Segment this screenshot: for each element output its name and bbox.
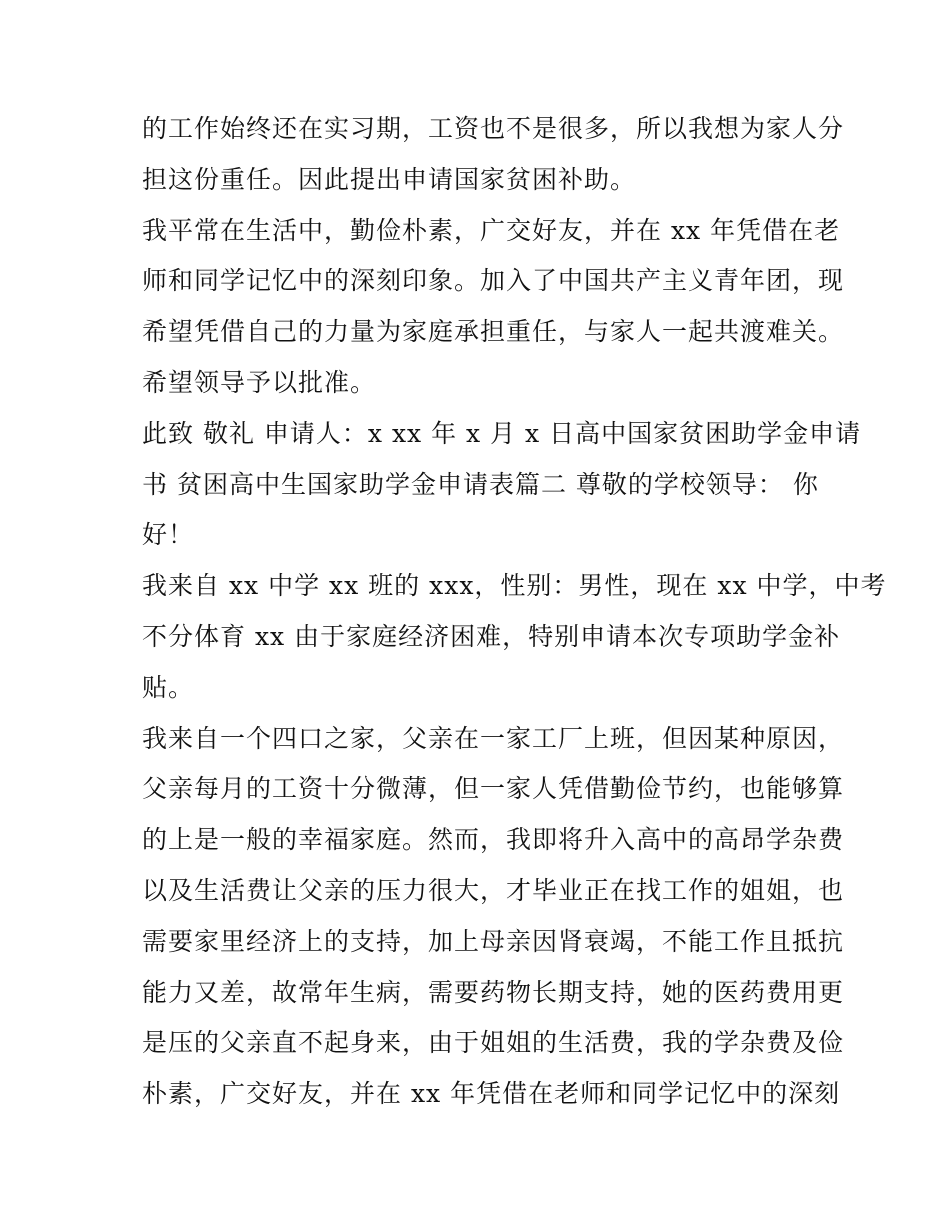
document-body bbox=[142, 104, 887, 1120]
text-line: 不分体育 xx 由于家庭经济困难，特别申请本次专项助学金补 bbox=[142, 621, 841, 651]
text-line: 能力又差，故常年生病，需要药物长期支持，她的医药费用更 bbox=[142, 977, 845, 1007]
text-line: 我来自一个四口之家，父亲在一家工厂上班，但因某种原因， bbox=[142, 723, 845, 753]
text-line: 我平常在生活中，勤俭朴素，广交好友，并在 xx 年凭借在老 bbox=[142, 215, 841, 245]
text-line: 好！ bbox=[142, 520, 195, 550]
text-line: 以及生活费让父亲的压力很大，才毕业正在找工作的姐姐，也 bbox=[142, 875, 845, 905]
paragraph-5 bbox=[142, 714, 845, 1120]
paragraph-4 bbox=[142, 561, 887, 713]
text-line: 的上是一般的幸福家庭。然而，我即将升入高中的高昂学杂费 bbox=[142, 825, 845, 855]
paragraph-2 bbox=[142, 206, 845, 409]
text-line: 的工作始终还在实习期，工资也不是很多，所以我想为家人分 bbox=[142, 114, 845, 143]
text-line: 担这份重任。因此提出申请国家贫困补助。 bbox=[142, 164, 637, 194]
text-line: 需要家里经济上的支持，加上母亲因肾衰竭，不能工作且抵抗 bbox=[142, 926, 845, 956]
paragraph-1 bbox=[142, 104, 845, 206]
text-line: 师和同学记忆中的深刻印象。加入了中国共产主义青年团，现 bbox=[142, 266, 845, 296]
text-line: 希望凭借自己的力量为家庭承担重任，与家人一起共渡难关。 bbox=[142, 317, 845, 347]
text-line: 我来自 xx 中学 xx 班的 xxx，性别：男性，现在 xx 中学，中考 bbox=[142, 571, 887, 601]
text-line: 朴素，广交好友，并在 xx 年凭借在老师和同学记忆中的深刻 bbox=[142, 1079, 841, 1109]
text-line: 贴。 bbox=[142, 672, 195, 702]
text-line: 此致 敬礼 申请人：x xx 年 x 月 x 日高中国家贫困助学金申请 bbox=[142, 418, 862, 448]
text-line: 父亲每月的工资十分微薄，但一家人凭借勤俭节约，也能够算 bbox=[142, 774, 845, 804]
paragraph-3 bbox=[142, 409, 862, 561]
text-line: 是压的父亲直不起身来，由于姐姐的生活费，我的学杂费及俭 bbox=[142, 1028, 845, 1058]
text-line: 书 贫困高中生国家助学金申请表篇二 尊敬的学校领导： 你 bbox=[142, 469, 819, 499]
text-line: 希望领导予以批准。 bbox=[142, 367, 377, 397]
